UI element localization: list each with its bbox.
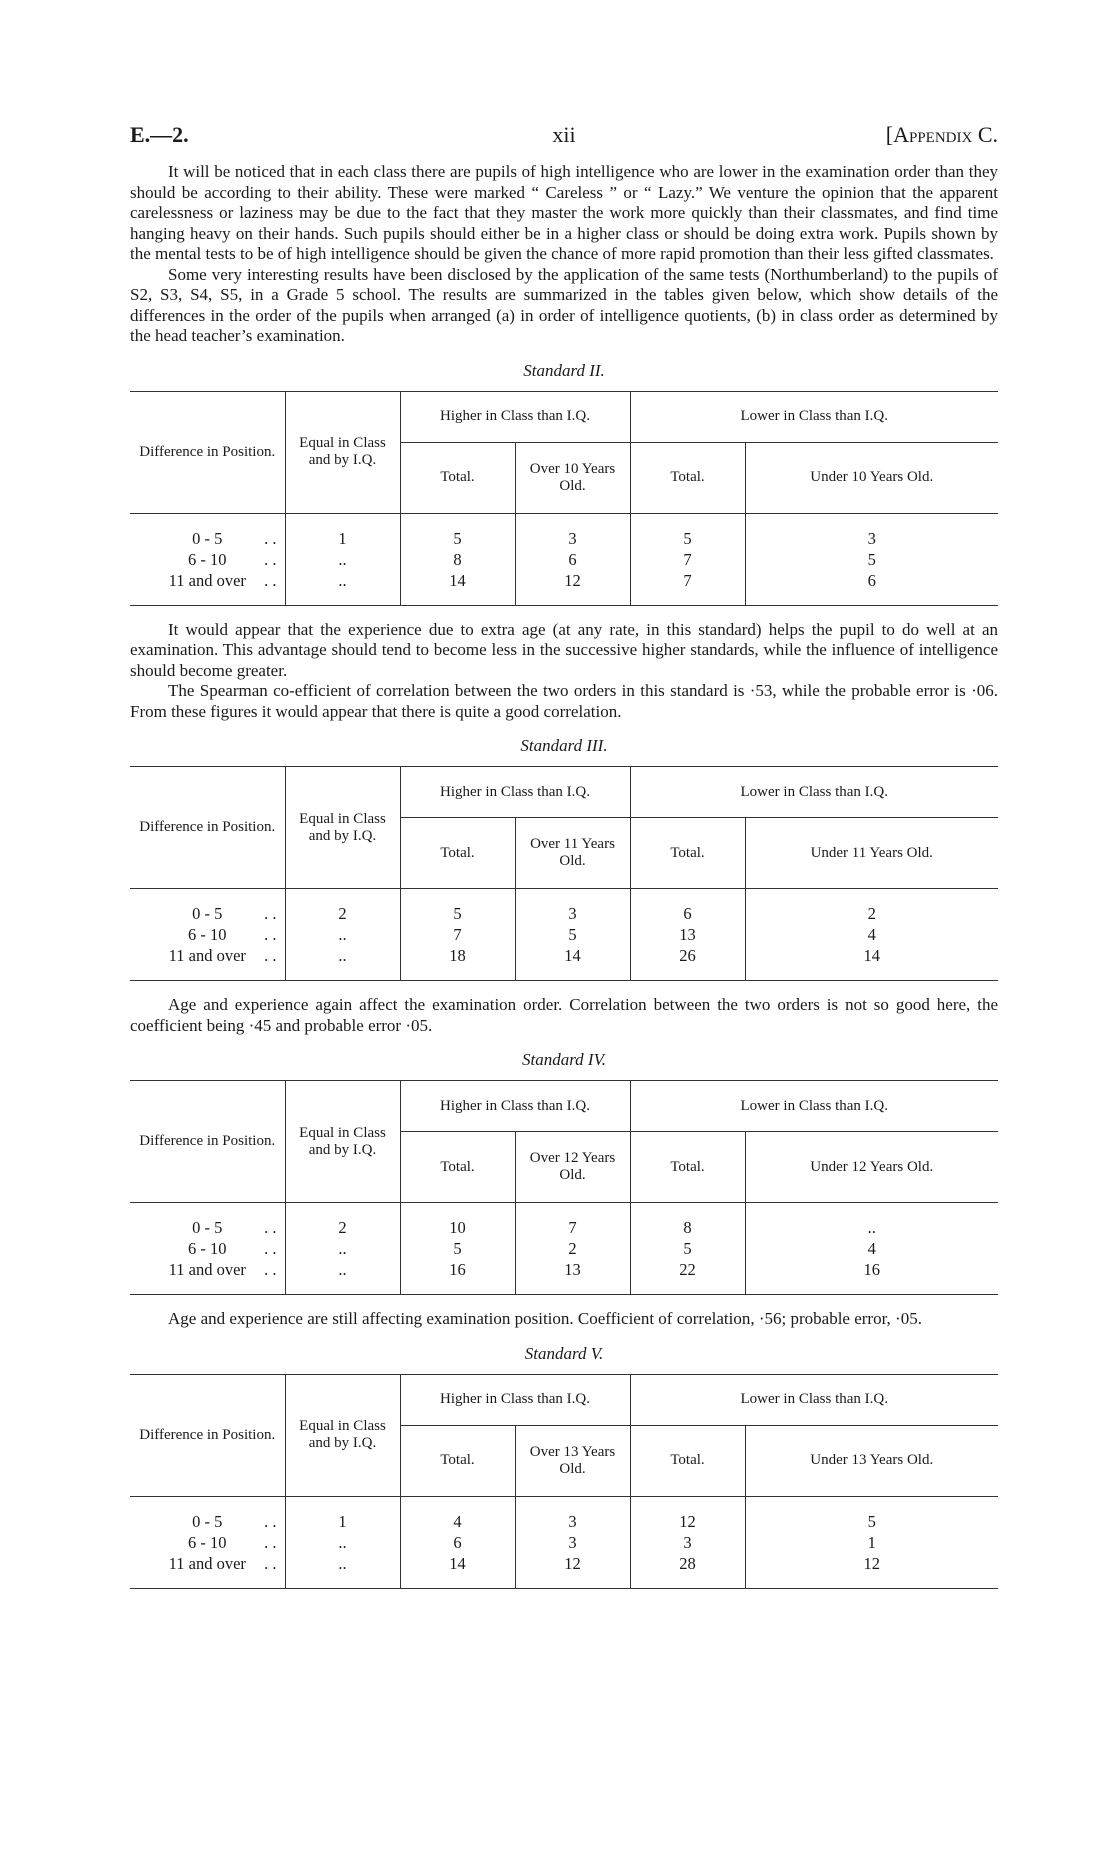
table-cell: .. [285, 1259, 400, 1280]
table-caption: Standard IV. [521, 1050, 607, 1069]
table-cell: 14 [400, 1553, 515, 1574]
table-cell: .. [285, 570, 400, 591]
table-cell: 5 [630, 1238, 745, 1259]
table-cell: 3 [515, 1532, 630, 1553]
table-cell: 28 [630, 1553, 745, 1574]
row-label: 0 - 5 . . [192, 1218, 277, 1237]
standard-table [130, 1374, 998, 1589]
row-label: 0 - 5 . . [192, 1511, 277, 1531]
standard-iv-block [130, 1050, 998, 1295]
table-row [130, 1238, 998, 1259]
row-label: 11 and over . . [168, 1260, 277, 1279]
table-cell: 10 [400, 1217, 515, 1238]
table-row [130, 924, 998, 945]
col-header-lower: Lower in Class than I.Q. [630, 1374, 998, 1425]
table-cell: 7 [630, 549, 745, 570]
col-header-lower-total: Total. [630, 1132, 745, 1203]
table-cell: 16 [400, 1259, 515, 1280]
standard-table [130, 391, 998, 606]
col-header-difference: Difference in Position. [139, 443, 276, 460]
col-header-over-age: Over 13 Years Old. [515, 1425, 630, 1496]
table-cell: .. [285, 924, 400, 945]
table-cell: 4 [745, 924, 998, 945]
col-header-over-age: Over 12 Years Old. [515, 1132, 630, 1203]
col-header-under-age: Under 11 Years Old. [745, 818, 998, 889]
table-cell: 7 [630, 570, 745, 591]
table-cell: 2 [285, 903, 400, 924]
table-caption: Standard III. [520, 736, 608, 755]
paragraph: Age and experience are still affecting examination position. Coefficient of correlation, ·56; probable error, ·05. [168, 1309, 922, 1328]
table-row [130, 1532, 998, 1553]
col-header-difference: Difference in Position. [139, 1426, 276, 1443]
col-header-equal: Equal in Class and by I.Q. [285, 767, 400, 889]
col-header-equal: Equal in Class and by I.Q. [285, 1374, 400, 1496]
table-cell: 12 [630, 1511, 745, 1532]
table-row [130, 1217, 998, 1238]
table-cell: 26 [630, 945, 745, 966]
document-code: E.—2. [130, 122, 189, 147]
row-label: 0 - 5 . . [192, 528, 277, 548]
table-caption: Standard II. [523, 360, 605, 380]
table-cell: 5 [630, 528, 745, 549]
paragraph: The Spearman co-efficient of correlation between the two orders in this standard is ·53, while the probable error is ·06. From these figures it would appear that there is quite a good correlation. [130, 681, 998, 721]
table-cell: .. [285, 945, 400, 966]
table-cell: 2 [515, 1238, 630, 1259]
table-row [130, 1511, 998, 1532]
col-header-higher-total: Total. [400, 818, 515, 889]
table-cell: 14 [400, 570, 515, 591]
table-cell: 8 [630, 1217, 745, 1238]
col-header-lower: Lower in Class than I.Q. [630, 767, 998, 818]
table-cell: 3 [745, 528, 998, 549]
table-cell: 6 [400, 1532, 515, 1553]
paragraph: Some very interesting results have been disclosed by the application of the same tests (Northumberland) to the pupils of S2, S3, S4, S5, in a Grade 5 school. The results are summarized in the tables given below, which show details of the differences in the order of the pupils when arranged (a) in order of intelligence quotients, (b) in class order as determined by the head teacher’s examination. [130, 264, 998, 345]
standard-table [130, 1080, 998, 1295]
page-number: xii [552, 122, 576, 147]
table-cell: 8 [400, 549, 515, 570]
col-header-higher: Higher in Class than I.Q. [400, 1374, 630, 1425]
table-cell: 13 [630, 924, 745, 945]
table-cell: 13 [515, 1259, 630, 1280]
table-cell: 16 [745, 1259, 998, 1280]
table-cell: 6 [745, 570, 998, 591]
row-label: 6 - 10 . . [188, 1239, 277, 1258]
col-header-higher-total: Total. [400, 1425, 515, 1496]
table-row [130, 1259, 998, 1280]
col-header-difference: Difference in Position. [139, 819, 276, 835]
table-cell: 12 [515, 1553, 630, 1574]
row-label: 6 - 10 . . [188, 925, 277, 944]
table-row [130, 528, 998, 549]
table-cell: 2 [285, 1217, 400, 1238]
standard-table [130, 766, 998, 981]
row-label: 11 and over . . [168, 946, 277, 965]
col-header-equal: Equal in Class and by I.Q. [285, 391, 400, 513]
col-header-higher-total: Total. [400, 442, 515, 513]
col-header-lower-total: Total. [630, 442, 745, 513]
table-cell: .. [285, 1532, 400, 1553]
table-cell: 3 [630, 1532, 745, 1553]
table-cell: 14 [515, 945, 630, 966]
col-header-equal: Equal in Class and by I.Q. [285, 1081, 400, 1203]
col-header-under-age: Under 12 Years Old. [745, 1132, 998, 1203]
table-cell: 6 [515, 549, 630, 570]
col-header-lower: Lower in Class than I.Q. [630, 391, 998, 442]
table-cell: .. [285, 1553, 400, 1574]
table-cell: 1 [285, 528, 400, 549]
col-header-difference: Difference in Position. [139, 1133, 276, 1149]
row-label: 11 and over . . [168, 570, 277, 590]
table-cell: 1 [285, 1511, 400, 1532]
row-label: 6 - 10 . . [188, 1532, 277, 1552]
table-cell: 5 [515, 924, 630, 945]
table-cell: 3 [515, 903, 630, 924]
row-label: 0 - 5 . . [192, 904, 277, 923]
table-cell: 12 [745, 1553, 998, 1574]
table-cell: 2 [745, 903, 998, 924]
appendix-label: [Appendix C. [885, 122, 998, 147]
table-cell: 7 [400, 924, 515, 945]
table-cell: 1 [745, 1532, 998, 1553]
table-cell: 6 [630, 903, 745, 924]
table-row [130, 945, 998, 966]
col-header-higher: Higher in Class than I.Q. [400, 1081, 630, 1132]
table-cell: 7 [515, 1217, 630, 1238]
table-caption: Standard V. [524, 1343, 604, 1363]
table-row [130, 570, 998, 591]
col-header-under-age: Under 13 Years Old. [745, 1425, 998, 1496]
col-header-higher: Higher in Class than I.Q. [400, 767, 630, 818]
col-header-over-age: Over 11 Years Old. [515, 818, 630, 889]
table-row [130, 549, 998, 570]
table-cell: 4 [745, 1238, 998, 1259]
table-cell: 3 [515, 528, 630, 549]
paragraph: It would appear that the experience due to extra age (at any rate, in this standard) helps the pupil to do well at an examination. This advantage should tend to become less in the successive higher standards, while the influence of intelligence should become greater. [130, 619, 998, 680]
standard-ii-block [130, 361, 998, 606]
table-cell: 14 [745, 945, 998, 966]
col-header-higher-total: Total. [400, 1132, 515, 1203]
table-cell: 5 [400, 528, 515, 549]
standard-iii-block [130, 736, 998, 981]
table-cell: 5 [400, 1238, 515, 1259]
table-cell: 18 [400, 945, 515, 966]
page-header [130, 122, 998, 162]
table-cell: 3 [515, 1511, 630, 1532]
col-header-lower-total: Total. [630, 818, 745, 889]
table-cell: .. [745, 1217, 998, 1238]
table-cell: 5 [400, 903, 515, 924]
paragraph: Age and experience again affect the examination order. Correlation between the two orders is not so good here, the coefficient being ·45 and probable error ·05. [130, 995, 998, 1035]
row-label: 11 and over . . [168, 1553, 277, 1573]
col-header-over-age: Over 10 Years Old. [515, 442, 630, 513]
paragraph: It will be noticed that in each class there are pupils of high intelligence who are lower in the examination order than they should be according to their ability. These were marked “ Careless ” or “ Lazy.” We venture the opinion that the apparent carelessness or laziness may be due to the fact that they master the work more quickly than their classmates, and find time hanging heavy on their hands. Such pupils should either be in a higher class or should be doing extra work. Pupils shown by the mental tests to be of high intelligence should be given the chance of more rapid promotion than their less gifted classmates. [130, 162, 998, 263]
table-cell: 4 [400, 1511, 515, 1532]
document-page [130, 122, 998, 1589]
col-header-lower: Lower in Class than I.Q. [630, 1081, 998, 1132]
table-cell: 5 [745, 549, 998, 570]
table-cell: .. [285, 1238, 400, 1259]
col-header-higher: Higher in Class than I.Q. [400, 391, 630, 442]
table-cell: 5 [745, 1511, 998, 1532]
table-cell: 12 [515, 570, 630, 591]
col-header-under-age: Under 10 Years Old. [745, 442, 998, 513]
table-cell: .. [285, 549, 400, 570]
table-row [130, 903, 998, 924]
col-header-lower-total: Total. [630, 1425, 745, 1496]
row-label: 6 - 10 . . [188, 549, 277, 569]
standard-v-block [130, 1344, 998, 1589]
table-cell: 22 [630, 1259, 745, 1280]
table-row [130, 1553, 998, 1574]
